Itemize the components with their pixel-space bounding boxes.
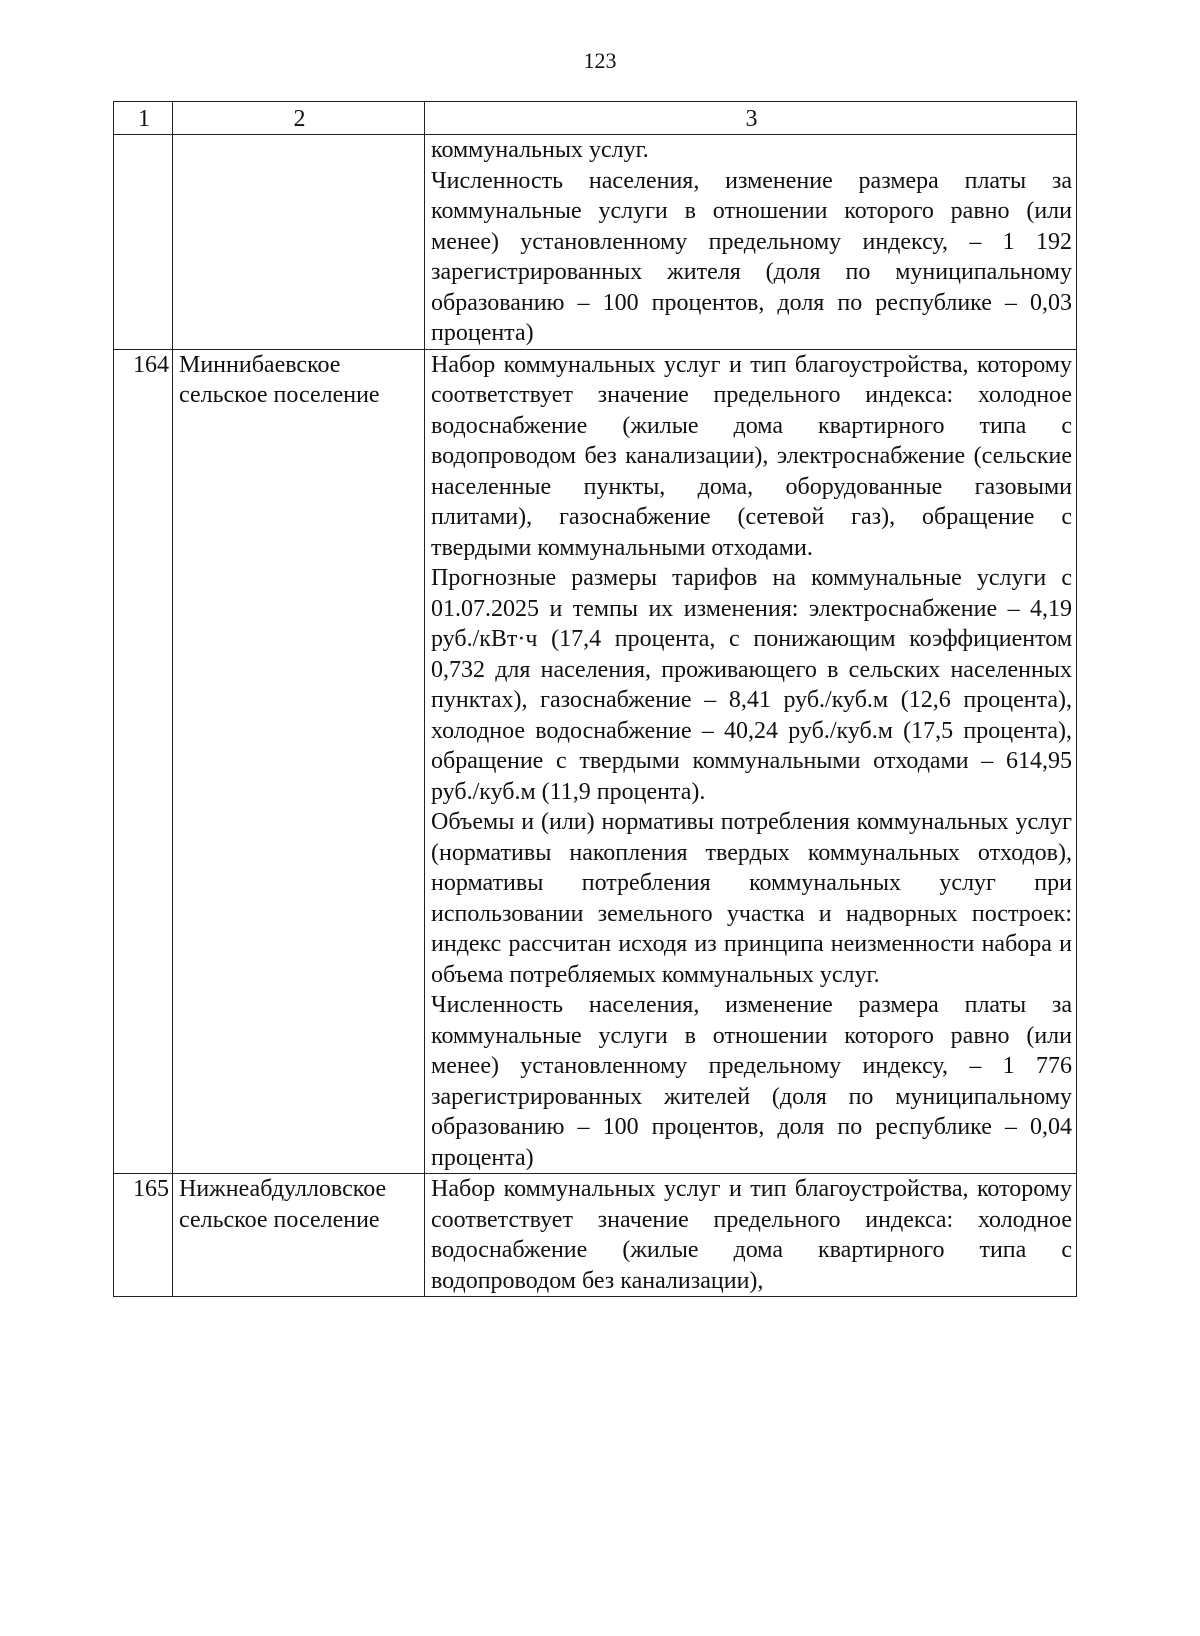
description-paragraph: коммунальных услуг. bbox=[431, 137, 649, 163]
row-number bbox=[114, 135, 173, 350]
table-row-164 bbox=[114, 349, 1077, 1174]
table-row-continuation bbox=[114, 135, 1077, 350]
row-description bbox=[425, 135, 1077, 350]
row-description bbox=[425, 1174, 1077, 1297]
description-paragraph: Набор коммунальных услуг и тип благоустройства, которому соответствует значение предельного индекса: холодное водоснабжение (жилые дома квартирного типа с водопроводом без канализации), электроснабжение (сельские населенные пункты, дома, оборудованные газовыми плитами), газоснабжение (сетевой газ), обращение с твердыми коммунальными отходами. bbox=[431, 351, 1072, 561]
municipality-name: Миннибаевское сельское поселение bbox=[173, 349, 425, 1174]
description-paragraph: Набор коммунальных услуг и тип благоустройства, которому соответствует значение предельного индекса: холодное водоснабжение (жилые дома квартирного типа с водопроводом без канализации), bbox=[431, 1176, 1072, 1294]
row-description bbox=[425, 349, 1077, 1174]
column-header-1: 1 bbox=[114, 102, 173, 135]
column-header-3: 3 bbox=[425, 102, 1077, 135]
row-number: 164 bbox=[114, 349, 173, 1174]
description-paragraph: Прогнозные размеры тарифов на коммунальные услуги с 01.07.2025 и темпы их изменения: электроснабжение – 4,19 руб./кВт·ч (17,4 процента, с понижающим коэффициентом 0,732 для населения, проживающего в сельских населенных пунктах), газоснабжение – 8,41 руб./куб.м (12,6 процента), холодное водоснабжение – 40,24 руб./куб.м (17,5 процента), обращение с твердыми коммунальными отходами – 614,95 руб./куб.м (11,9 процента). bbox=[431, 565, 1072, 805]
description-paragraph: Численность населения, изменение размера платы за коммунальные услуги в отношении которого равно (или менее) установленному предельному индексу, – 1 776 зарегистрированных жителей (доля по муниципальному образованию – 100 процентов, доля по республике – 0,04 процента) bbox=[431, 992, 1072, 1171]
table-row-165 bbox=[114, 1174, 1077, 1297]
description-paragraph: Численность населения, изменение размера платы за коммунальные услуги в отношении которого равно (или менее) установленному предельному индексу, – 1 192 зарегистрированных жителя (доля по муниципальному образованию – 100 процентов, доля по республике – 0,03 процента) bbox=[431, 167, 1072, 346]
page-number: 123 bbox=[583, 48, 617, 73]
table-header-row bbox=[114, 102, 1077, 135]
municipality-name bbox=[173, 135, 425, 350]
description-paragraph: Объемы и (или) нормативы потребления коммунальных услуг (нормативы накопления твердых коммунальных отходов), нормативы потребления коммунальных услуг при использовании земельного участка и надворных построек: индекс рассчитан исходя из принципа неизменности набора и объема потребляемых коммунальных услуг. bbox=[431, 809, 1072, 988]
municipality-name: Нижнеабдулловское сельское поселение bbox=[173, 1174, 425, 1297]
row-number: 165 bbox=[114, 1174, 173, 1297]
column-header-2: 2 bbox=[173, 102, 425, 135]
document-table bbox=[113, 101, 1077, 1297]
